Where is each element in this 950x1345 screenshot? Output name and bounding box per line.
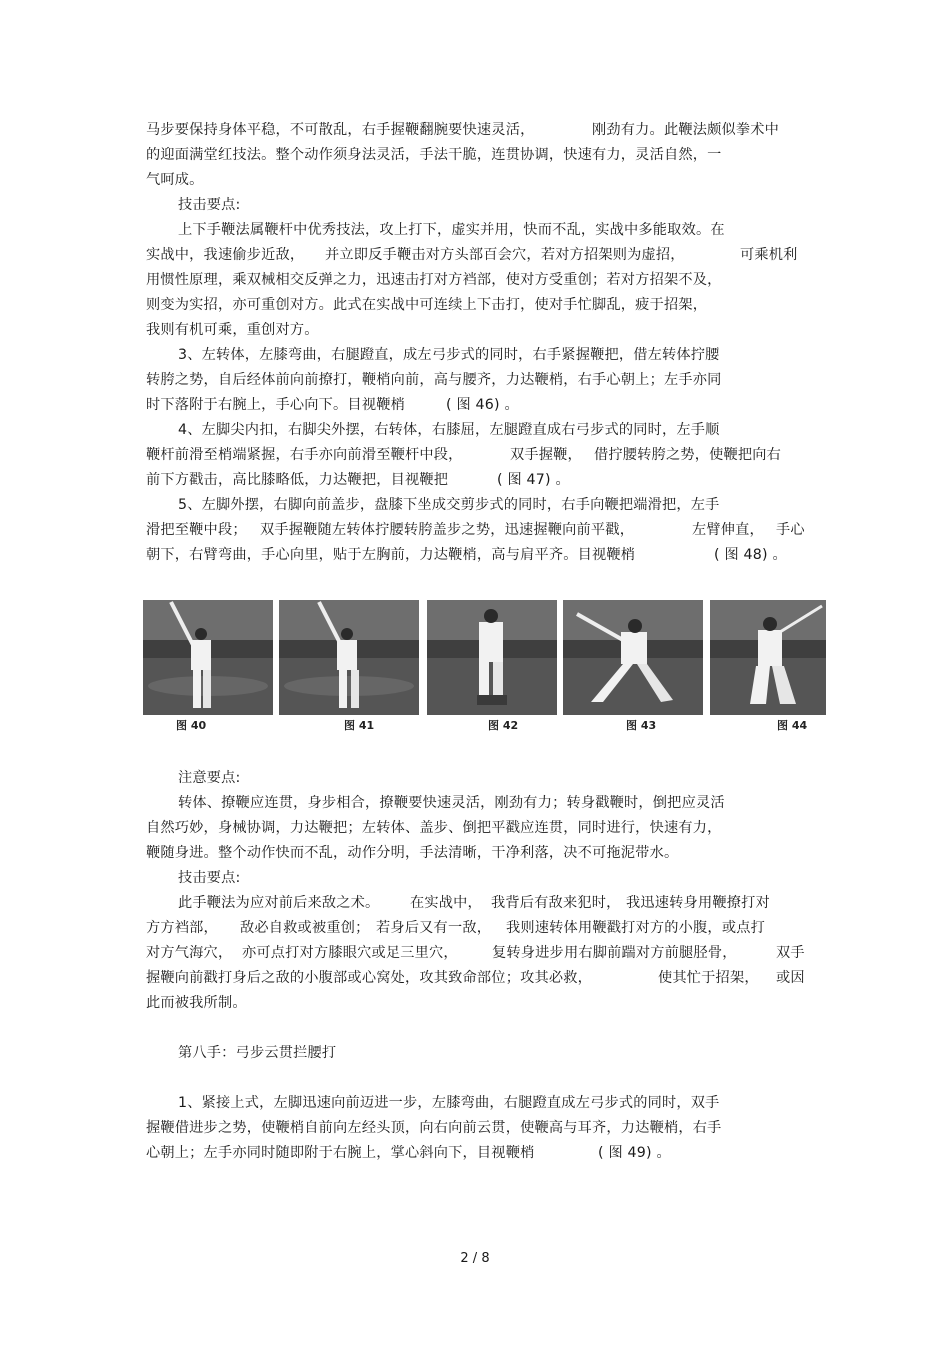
text-line: 可乘机利 [740,247,798,263]
text-line: 5、左脚外摆，右脚向前盖步，盘膝下坐成交剪步式的同时，右手向鞭把端滑把，左手 [178,497,720,513]
figure-43-photo [563,600,703,715]
text-line: 敌必自救或被重创； [240,920,370,936]
text-line: 气呵成。 [146,172,204,188]
text-line: 心朝上；左手亦同时随即附于右腕上，掌心斜向下，目视鞭梢 [146,1145,535,1161]
figure-reference: ( 图 49) 。 [598,1145,671,1161]
figure-reference: ( 图 48) 。 [714,547,787,563]
text-line: 我则有机可乘，重创对方。 [146,322,319,338]
text-line: 方方裆部， [146,920,218,936]
text-line: 滑把至鞭中段； [146,522,247,538]
text-line: 双手握鞭， [510,447,582,463]
text-line: 握鞭向前戳打身后之敌的小腹部或心窝处，攻其致命部位；攻其必救， [146,970,593,986]
text-line: 则变为实招，亦可重创对方。此式在实战中可连续上下击打，使对手忙脚乱，疲于招架， [146,297,708,313]
section-title: 第八手：弓步云贯拦腰打 [178,1045,337,1061]
text-line: 自然巧妙，身械协调，力达鞭把；左转体、盖步、倒把平戳应连贯，同时进行，快速有力， [146,820,722,836]
text-line: 我背后有敌来犯时， [491,895,621,911]
text-line: 在实战中， [410,895,482,911]
text-line: 1、紧接上式，左脚迅速向前迈进一步，左膝弯曲，右腿蹬直成左弓步式的同时，双手 [178,1095,720,1111]
text-line: 3、左转体，左膝弯曲，右腿蹬直，成左弓步式的同时，右手紧握鞭把，借左转体拧腰 [178,347,720,363]
figure-caption: 图 41 [344,719,375,732]
text-line: 4、左脚尖内扣，右脚尖外摆，右转体，右膝屈，左腿蹬直成右弓步式的同时，左手顺 [178,422,720,438]
text-line: 我则速转体用鞭戳打对方的小腹，或点打 [506,920,765,936]
text-line: 朝下，右臂弯曲，手心向里，贴于左胸前，力达鞭梢，高与肩平齐。目视鞭梢 [146,547,636,563]
text-line: 马步要保持身体平稳，不可散乱，右手握鞭翻腕要快速灵活， [146,122,535,138]
figure-reference: ( 图 47) 。 [497,472,570,488]
figure-strip [143,600,826,715]
text-line: 或因 [776,970,805,986]
figure-reference: ( 图 46) 。 [446,397,519,413]
text-line: 鞭随身进。整个动作快而不乱，动作分明，手法清晰，干净利落，决不可拖泥带水。 [146,845,679,861]
section-heading: 技击要点: [178,197,241,213]
text-line: 复转身进步用右脚前踹对方前腿胫骨， [492,945,737,961]
text-line: 手心 [776,522,805,538]
figure-40-photo [143,600,273,715]
page-number: 2 / 8 [460,1251,490,1266]
figure-42-photo [427,600,557,715]
text-line: 此手鞭法为应对前后来敌之术。 [178,895,380,911]
section-heading: 技击要点: [178,870,241,886]
text-line: 若身后又有一敌， [376,920,492,936]
figure-41-photo [279,600,419,715]
figure-44-photo [710,600,826,715]
figure-caption: 图 43 [626,719,657,732]
text-line: 时下落附于右腕上，手心向下。目视鞭梢 [146,397,405,413]
text-line: 双手握鞭随左转体拧腰转胯盖步之势，迅速握鞭向前平戳， [260,522,635,538]
text-line: 此而被我所制。 [146,995,247,1011]
text-line: 鞭杆前滑至梢端紧握，右手亦向前滑至鞭杆中段， [146,447,463,463]
text-line: 并立即反手鞭击对方头部百会穴，若对方招架则为虚招， [325,247,685,263]
text-line: 转胯之势，自后经体前向前撩打，鞭梢向前，高与腰齐，力达鞭梢，右手心朝上；左手亦同 [146,372,722,388]
figure-caption: 图 42 [488,719,519,732]
text-line: 前下方戳击，高比膝略低，力达鞭把，目视鞭把 [146,472,449,488]
text-line: 刚劲有力。此鞭法颇似拳术中 [592,122,780,138]
text-line: 我迅速转身用鞭撩打对 [626,895,770,911]
text-line: 用惯性原理，乘双械相交反弹之力，迅速击打对方裆部，使对方受重创；若对方招架不及， [146,272,722,288]
text-line: 的迎面满堂红技法。整个动作须身法灵活，手法干脆，连贯协调，快速有力，灵活自然，一 [146,147,722,163]
text-line: 使其忙于招架， [658,970,759,986]
text-line: 亦可点打对方膝眼穴或足三里穴， [242,945,458,961]
figure-caption: 图 40 [176,719,207,732]
text-line: 实战中，我速偷步近敌， [146,247,305,263]
figure-caption: 图 44 [777,719,808,732]
text-line: 对方气海穴， [146,945,233,961]
text-line: 双手 [776,945,805,961]
text-line: 上下手鞭法属鞭杆中优秀技法，攻上打下，虚实并用，快而不乱，实战中多能取效。在 [178,222,725,238]
text-line: 转体、撩鞭应连贯，身步相合，撩鞭要快速灵活，刚劲有力；转身戳鞭时，倒把应灵活 [178,795,725,811]
text-line: 借拧腰转胯之势，使鞭把向右 [594,447,782,463]
section-heading: 注意要点: [178,770,241,786]
text-line: 握鞭借进步之势，使鞭梢自前向左经头顶，向右向前云贯，使鞭高与耳齐，力达鞭梢，右手 [146,1120,722,1136]
text-line: 左臂伸直， [692,522,764,538]
